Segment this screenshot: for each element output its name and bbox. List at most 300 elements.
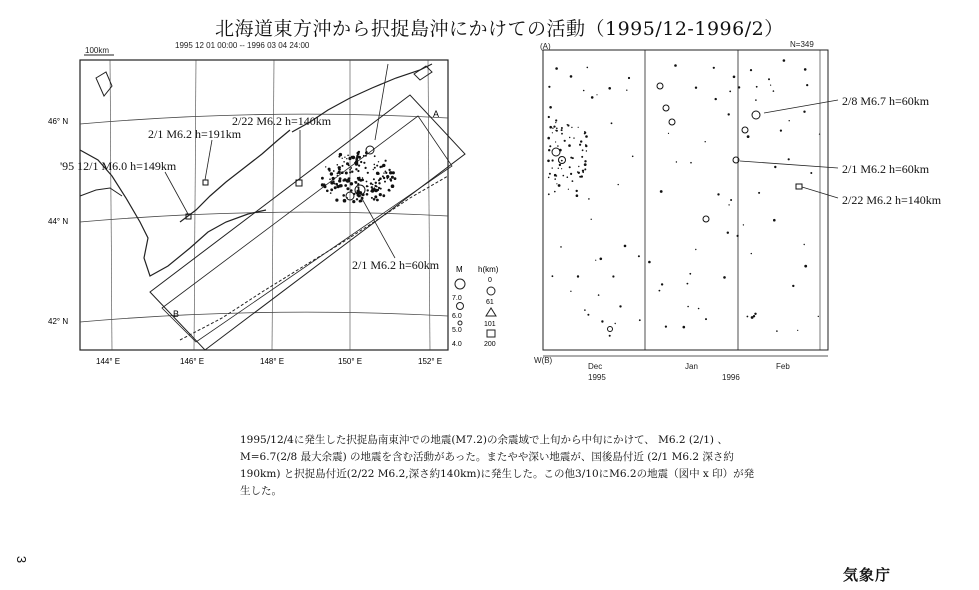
epicenter-dot xyxy=(328,168,331,171)
timeplot-dot xyxy=(789,120,790,121)
epicenter-dot xyxy=(334,186,337,189)
epicenter-dot xyxy=(355,168,357,170)
timeplot-dot xyxy=(561,160,563,162)
timeplot-dot xyxy=(676,161,677,162)
timeplot-dot xyxy=(567,176,569,178)
timeplot-dot xyxy=(556,128,558,130)
epicenter-dot xyxy=(374,187,376,189)
epicenter-cluster xyxy=(321,151,397,204)
timeplot-dot xyxy=(728,113,730,115)
timeplot-dot xyxy=(690,162,692,164)
leader-b1 xyxy=(764,100,838,113)
timeplot-dot xyxy=(583,90,585,92)
timeplot-dot xyxy=(576,190,578,192)
timeplot-dot xyxy=(733,76,736,79)
timeplot-dot xyxy=(591,96,594,99)
section-b-label: B xyxy=(173,309,180,319)
timeplot-dot xyxy=(582,172,584,174)
timeplot-dot xyxy=(639,319,641,321)
timeplot-dot xyxy=(584,133,586,135)
epicenter-dot xyxy=(389,190,391,192)
timeplot-large-events xyxy=(552,83,802,332)
timeplot-dot xyxy=(561,168,562,169)
epicenter-dot xyxy=(324,185,327,188)
epicenter-dot xyxy=(339,166,341,168)
timeplot-dot xyxy=(758,192,760,194)
epicenter-dot xyxy=(356,198,358,200)
epicenter-dot xyxy=(358,156,361,159)
epicenter-dot xyxy=(388,169,390,171)
timeplot-dot xyxy=(609,335,611,337)
timeplot-dot xyxy=(624,245,627,248)
epicenter-dot xyxy=(370,190,372,192)
timeplot-dot xyxy=(584,160,586,162)
timeplot-dot xyxy=(552,132,553,133)
epicenter-dot xyxy=(374,195,377,198)
epicenter-dot xyxy=(392,172,394,174)
epicenter-dot xyxy=(391,184,395,188)
timeplot-dot xyxy=(601,320,603,322)
lon-line-152 xyxy=(428,60,430,350)
timeplot-dot xyxy=(569,166,571,168)
timeplot-dot xyxy=(570,173,572,175)
timeplot-dot xyxy=(715,98,717,100)
epicenter-dot xyxy=(338,171,341,174)
epicenter-dot xyxy=(349,169,351,171)
timeplot-dot xyxy=(730,199,732,201)
leader-top xyxy=(375,64,388,140)
timeplot-dot xyxy=(555,67,558,70)
timeplot-dot xyxy=(783,59,786,62)
timeplot-bottom-label: W(B) xyxy=(534,356,553,365)
large-epicenters xyxy=(186,146,374,219)
timeplot-dot xyxy=(747,316,749,318)
epicenter-dot xyxy=(373,198,376,201)
timeplot-dot xyxy=(804,265,807,268)
epicenter-dot xyxy=(351,171,353,173)
timeplot-dot xyxy=(705,318,707,320)
epicenter-dot xyxy=(367,172,369,174)
timeplot-dot xyxy=(555,130,556,131)
timeplot-dot xyxy=(770,85,771,86)
timeplot-dot xyxy=(743,224,744,225)
map-period: 1995 12 01 00:00 -- 1996 03 04 24:00 xyxy=(175,41,310,50)
timeplot-dot xyxy=(577,275,579,277)
epicenter-dot xyxy=(357,152,360,155)
timeplot-dot xyxy=(584,168,586,170)
legend-h-200: 200 xyxy=(484,341,496,348)
epicenter-2-1-deep xyxy=(203,180,208,185)
timeplot-dot xyxy=(576,194,579,197)
epicenter-dot xyxy=(352,200,355,203)
epicenter-dot xyxy=(358,188,360,190)
timeplot-dot xyxy=(547,160,550,163)
epicenter-dot xyxy=(379,188,380,189)
epicenter-dot xyxy=(379,193,382,196)
timeplot-dot xyxy=(569,137,570,138)
timeplot-dot xyxy=(818,316,819,317)
epicenter-dot xyxy=(382,194,385,197)
epicenter-dot xyxy=(342,158,343,159)
timeplot-dot xyxy=(596,94,597,95)
epicenter-dot xyxy=(326,190,329,193)
timeplot-dot xyxy=(548,193,550,195)
timeplot-dot xyxy=(661,283,663,285)
epicenter-dot xyxy=(391,176,394,179)
epicenter-dot xyxy=(329,178,331,180)
timeplot-dot xyxy=(587,67,589,69)
depth-legend xyxy=(478,265,499,348)
epicenter-dot xyxy=(376,186,378,188)
timeplot-dot xyxy=(564,140,566,142)
timeplot-dot xyxy=(797,330,798,331)
timeplot-dot xyxy=(665,326,667,328)
timeplot-dot xyxy=(806,84,808,86)
timeplot-dot xyxy=(581,156,583,158)
timeplot-dot xyxy=(619,305,621,307)
epicenter-dot xyxy=(374,164,376,166)
lon-line-146 xyxy=(194,60,196,350)
timeplot-dot xyxy=(737,235,739,237)
leader-b2 xyxy=(740,161,838,168)
timeplot-dot xyxy=(560,246,562,248)
epicenter-dot xyxy=(342,165,344,167)
timeplot-dot xyxy=(727,232,729,234)
timeplot-dot xyxy=(570,75,573,78)
epicenter-dot xyxy=(372,184,374,186)
month-jan: Jan xyxy=(685,362,698,371)
timeplot-dot xyxy=(552,159,554,161)
timeplot-dot xyxy=(810,172,812,174)
epicenter-dot xyxy=(343,199,347,203)
timeplot-dot xyxy=(611,122,613,124)
lat-line-42 xyxy=(80,312,448,322)
epicenter-dot xyxy=(359,179,362,182)
timeplot-dots xyxy=(547,59,820,337)
timeplot-dot xyxy=(577,171,579,173)
leader-a3 xyxy=(165,172,188,214)
timeplot-dot xyxy=(563,175,565,177)
epicenter-dot xyxy=(376,199,379,202)
epicenter-dot xyxy=(321,177,324,180)
timeplot-dot xyxy=(561,133,563,135)
epicenter-dot xyxy=(346,162,349,165)
map-scale-label: 100km xyxy=(85,46,110,55)
timeplot-dot xyxy=(768,78,770,80)
epicenter-dot xyxy=(383,172,384,173)
lon-label-144: 144° E xyxy=(96,357,121,366)
timeplot-dot xyxy=(773,90,775,92)
epicenter-dot xyxy=(366,181,368,183)
epicenter-dot xyxy=(343,161,345,163)
timeplot-dot xyxy=(557,145,559,147)
epicenter-dot xyxy=(354,181,356,183)
epicenter-dot xyxy=(342,179,344,181)
page-title: 北海道東方沖から択捉島沖にかけての活動（1995/12-1996/2） xyxy=(215,18,784,40)
timeplot-dot xyxy=(803,111,805,113)
lat-label-44: 44° N xyxy=(48,217,69,226)
timeplot-dot xyxy=(660,190,663,193)
timeplot-dot xyxy=(648,261,651,264)
epicenter-dot xyxy=(330,188,333,191)
lon-label-152: 152° E xyxy=(418,357,443,366)
epicenter-dot xyxy=(378,182,380,184)
timeplot-dot xyxy=(713,67,715,69)
annotation-2-1-m62-time: 2/1 M6.2 h=60km xyxy=(842,162,930,176)
timeplot-dot xyxy=(572,180,574,182)
timeplot-dot xyxy=(804,244,805,245)
epicenter-dot xyxy=(360,161,362,163)
timeplot-dot xyxy=(578,166,579,167)
epicenter-dot xyxy=(346,158,347,159)
timeplot-dot xyxy=(579,144,581,146)
timeplot-dot xyxy=(568,189,569,190)
epicenter-dot xyxy=(335,199,338,202)
epicenter-dot xyxy=(387,176,389,178)
leader-a2 xyxy=(205,140,212,180)
epicenter-dot xyxy=(357,170,359,172)
magnitude-legend xyxy=(452,265,465,348)
timeplot-dot xyxy=(584,163,587,166)
epicenter-dot xyxy=(324,183,326,185)
epicenter-dot xyxy=(377,189,379,191)
event-count: N=349 xyxy=(790,40,814,49)
timeplot-dot xyxy=(585,145,587,147)
timeplot-dot xyxy=(570,291,571,292)
epicenter-dot xyxy=(359,200,362,203)
legend-m-60: 6.0 xyxy=(452,313,462,320)
epicenter-dot xyxy=(339,153,342,156)
lon-label-146: 146° E xyxy=(180,357,205,366)
month-dec: Dec xyxy=(588,362,603,371)
month-feb: Feb xyxy=(776,362,790,371)
timeplot-dot xyxy=(792,285,794,287)
epicenter-dot xyxy=(330,172,333,175)
timeplot-dot xyxy=(738,86,740,88)
timeplot-dot xyxy=(558,168,559,169)
epicenter-dot xyxy=(387,178,389,180)
timeplot-dot xyxy=(753,315,755,317)
epicenter-dot xyxy=(394,177,397,180)
lon-line-148 xyxy=(272,60,274,350)
epicenter-dot xyxy=(354,162,355,163)
epicenter-dot xyxy=(358,165,360,167)
timeplot-dot xyxy=(695,87,697,89)
timeplot-dot xyxy=(626,90,627,91)
timeplot-dot xyxy=(549,126,552,129)
timeplot-dot xyxy=(608,87,611,90)
epicenter-dot xyxy=(337,164,339,166)
timeplot-dot xyxy=(547,137,550,140)
epicenter-dot xyxy=(373,169,374,170)
lon-line-144 xyxy=(110,60,112,350)
timeplot-dot xyxy=(819,134,820,135)
epicenter-dot xyxy=(384,181,386,183)
timeplot-dot xyxy=(568,144,571,147)
timeplot-dot xyxy=(587,314,589,316)
epicenter-dot xyxy=(365,155,367,157)
epicenter-dot xyxy=(347,155,349,157)
timeplot-dot xyxy=(754,313,756,315)
timeplot-dot xyxy=(628,77,630,79)
timeplot-dot xyxy=(548,149,550,151)
epicenter-dot xyxy=(366,185,368,187)
timeplot-dot xyxy=(600,258,603,261)
timeplot-dot xyxy=(598,294,600,296)
timeplot-dot xyxy=(552,167,553,168)
paragraph-line: M=6.7(2/8 最大余震) の地震を含む活動があった。またやや深い地震が、国後島付近 (2/1 M6.2 深さ約 xyxy=(240,451,734,463)
epicenter-dot xyxy=(338,168,341,171)
legend-h-61: 61 xyxy=(486,299,494,306)
epicenter-dot xyxy=(350,189,353,192)
legend-h-header: h(km) xyxy=(478,265,499,274)
legend-m-40: 4.0 xyxy=(452,341,462,348)
timeplot-dot xyxy=(554,174,555,175)
timeplot-dot xyxy=(588,198,590,200)
epicenter-dot xyxy=(356,157,359,160)
epicenter-dot xyxy=(379,177,382,180)
timeplot-dot xyxy=(554,191,556,193)
epicenter-dot xyxy=(359,177,361,179)
epicenter-dot xyxy=(337,185,340,188)
timeplot-dot xyxy=(559,164,561,166)
timeplot-dot xyxy=(717,193,719,195)
timeplot-dot xyxy=(705,141,706,142)
epicenter-dot xyxy=(390,179,392,181)
timeplot-dot xyxy=(570,157,572,159)
timeplot-dot xyxy=(548,116,550,118)
epicenter-dot xyxy=(330,192,332,194)
timeplot-dot xyxy=(618,184,619,185)
timeplot-dot xyxy=(674,64,677,67)
timeplot-dot xyxy=(552,128,553,129)
year-1995: 1995 xyxy=(588,373,606,382)
epicenter-dot xyxy=(360,192,362,194)
timeplot-dot xyxy=(659,290,661,292)
timeplot-dot xyxy=(549,145,551,147)
epicenter-dot xyxy=(333,170,335,172)
timeplot-dot xyxy=(595,260,596,261)
epicenter-dot xyxy=(344,184,347,187)
agency-name: 気象庁 xyxy=(843,566,892,584)
timeplot-dot xyxy=(788,158,790,160)
leader-a4 xyxy=(360,195,395,258)
year-1996: 1996 xyxy=(722,373,740,382)
epicenter-dot xyxy=(338,179,341,182)
sakhalin-tip xyxy=(96,72,112,96)
epicenter-dot xyxy=(348,157,351,160)
timeplot-dot xyxy=(632,156,634,158)
timeplot-top-label: (A) xyxy=(540,42,551,51)
timeplot-dot xyxy=(561,129,563,131)
epicenter-dot xyxy=(325,166,326,167)
epicenter-dot xyxy=(374,155,376,157)
epicenter-dot xyxy=(363,155,365,157)
timeplot-dot xyxy=(578,127,579,128)
timeplot-dot xyxy=(586,150,587,151)
epicenter-dot xyxy=(375,182,377,184)
epicenter-dot xyxy=(332,177,335,180)
epicenter-dot xyxy=(363,162,365,164)
timeplot-dot xyxy=(638,255,640,257)
epicenter-dot xyxy=(373,178,375,180)
timeplot-dot xyxy=(571,127,572,128)
epicenter-dot xyxy=(376,172,379,175)
epicenter-dot xyxy=(370,182,372,184)
timeplot-dot xyxy=(558,184,561,187)
timeplot-dot xyxy=(591,219,592,220)
timeplot-dot xyxy=(687,283,689,285)
epicenter-dot xyxy=(350,167,352,169)
timeplot-dot xyxy=(776,330,778,332)
legend-h-101: 101 xyxy=(484,321,496,328)
timeplot-dot xyxy=(773,219,776,222)
timeplot-dot xyxy=(687,306,689,308)
timeplot-dot xyxy=(579,176,581,178)
epicenter-dot xyxy=(362,177,363,178)
urup-island xyxy=(414,66,432,80)
epicenter-dot xyxy=(355,161,358,164)
timeplot-dot xyxy=(585,135,588,138)
timeplot-frame xyxy=(543,50,828,350)
timeplot-dot xyxy=(553,126,555,128)
annotation-2-22-m62-time: 2/22 M6.2 h=140km xyxy=(842,193,942,207)
legend-m-70: 7.0 xyxy=(452,295,462,302)
epicenter-dot xyxy=(341,171,344,174)
annotation-2-8-m67: 2/8 M6.7 h=60km xyxy=(842,94,930,108)
epicenter-dot xyxy=(385,171,387,173)
timeplot-dot xyxy=(683,326,686,329)
epicenter-dot xyxy=(383,177,385,179)
paragraph-line: 1995/12/4に発生した択捉島南東沖での地震(M7.2)の余震域で上旬から中旬にかけて、 M6.2 (2/1) 、 xyxy=(240,434,728,446)
description-paragraph xyxy=(240,432,800,500)
epicenter-dot xyxy=(333,183,335,185)
epicenter-dot xyxy=(345,172,348,175)
annotation-2-1-m62-deep: 2/1 M6.2 h=191km xyxy=(148,127,242,141)
epicenter-dot xyxy=(367,189,369,191)
timeplot-dot xyxy=(549,173,551,175)
lon-label-150: 150° E xyxy=(338,357,363,366)
timeplot-dot xyxy=(561,127,563,129)
timeplot-dot xyxy=(584,309,586,311)
epicenter-dot xyxy=(344,157,345,158)
timeplot-dot xyxy=(554,178,556,180)
epicenter-dot xyxy=(376,165,378,167)
timeplot-dot xyxy=(556,183,557,184)
timeplot-dot xyxy=(549,106,552,109)
timeplot-dot xyxy=(612,275,614,277)
epicenter-dot xyxy=(333,180,335,182)
timeplot-dot xyxy=(555,141,556,142)
epicenter-dot xyxy=(350,182,353,185)
epicenter-dot xyxy=(366,193,369,196)
timeplot-dot xyxy=(668,133,669,134)
legend-m-50: 5.0 xyxy=(452,327,462,334)
timeplot-dot xyxy=(774,166,776,168)
epicenter-dot xyxy=(337,175,338,176)
legend-m-header: M xyxy=(456,265,463,274)
section-box-inner xyxy=(162,116,452,342)
annotation-2-1-m62-shallow: 2/1 M6.2 h=60km xyxy=(352,258,440,272)
epicenter-dot xyxy=(385,160,387,162)
timeplot-dot xyxy=(698,308,700,310)
legend-h-0: 0 xyxy=(488,277,492,284)
timeplot-dot xyxy=(580,140,582,142)
timeplot-dot xyxy=(555,122,556,123)
annotation-2-22-m62: 2/22 M6.2 h=140km xyxy=(232,114,332,128)
timeplot-dot xyxy=(804,68,807,71)
epicenter-dot xyxy=(342,194,345,197)
